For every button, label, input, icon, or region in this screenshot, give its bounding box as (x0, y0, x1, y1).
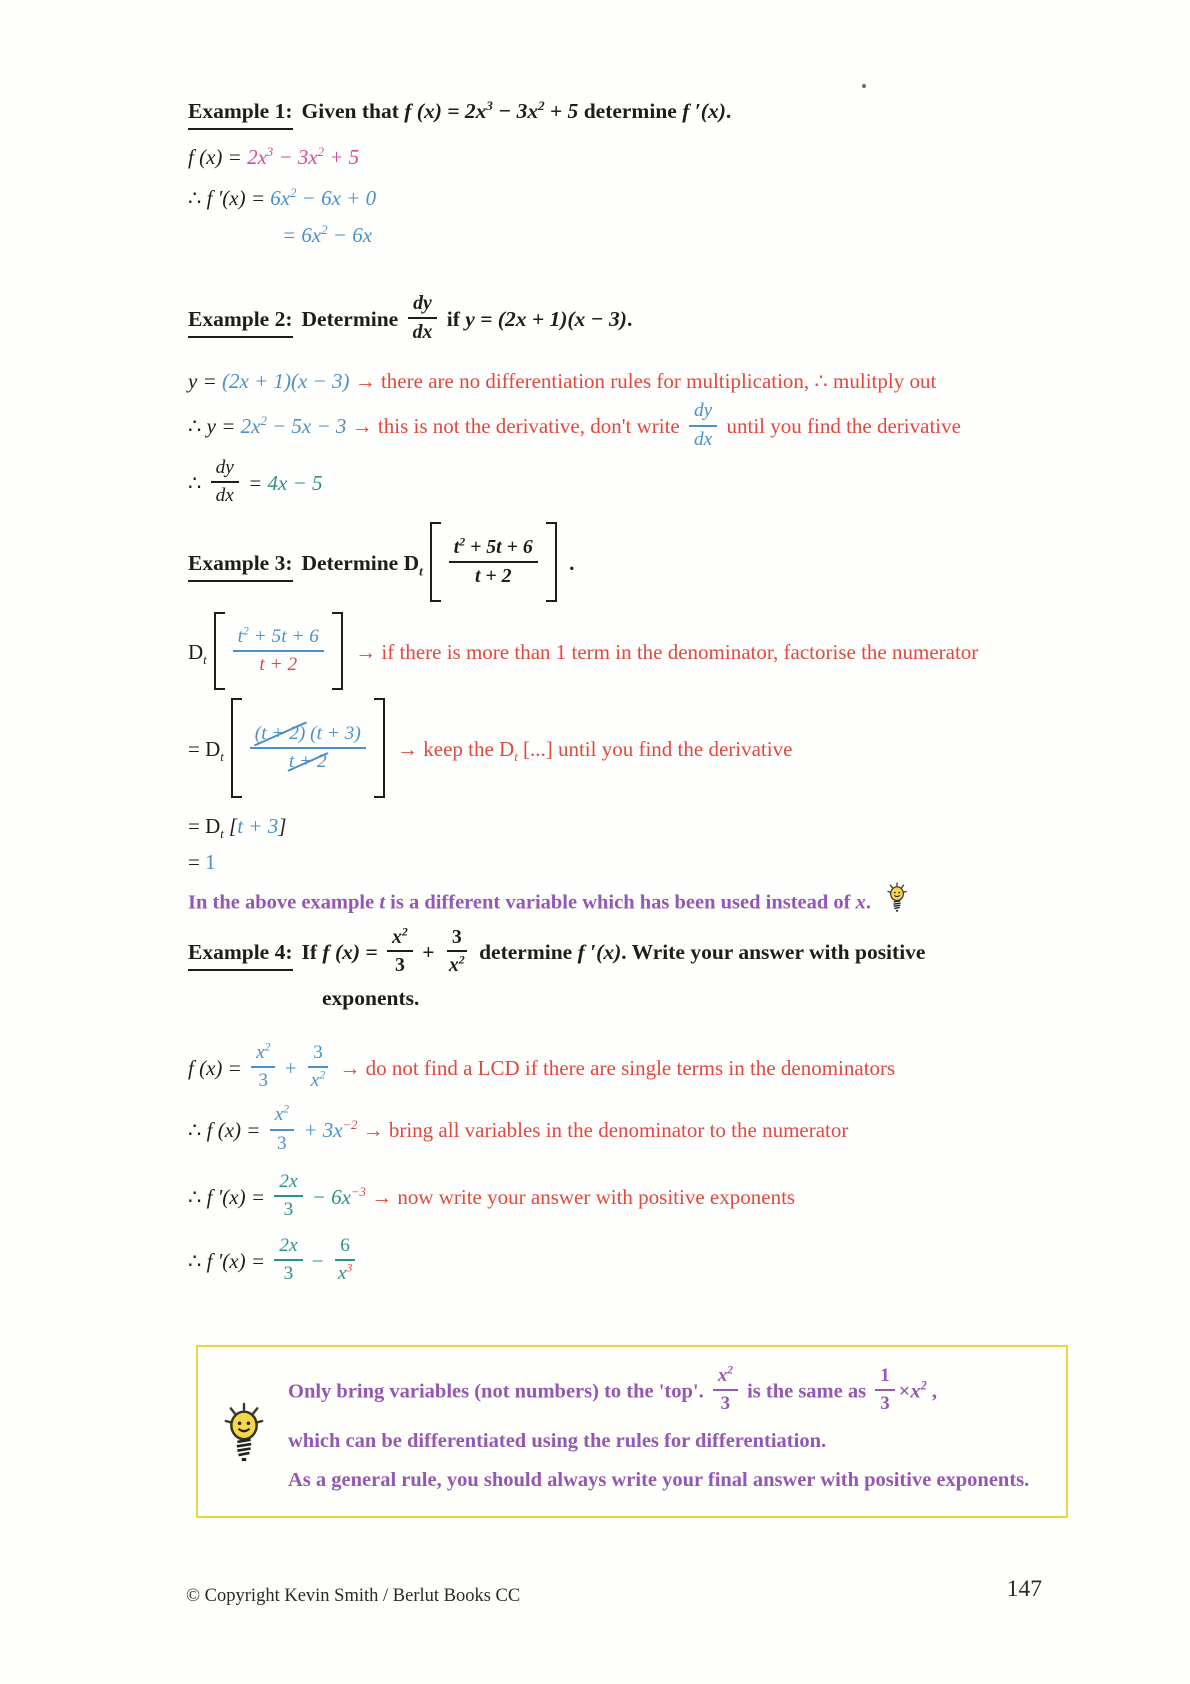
example3-step3: = $D_t$ [t + 3] (188, 813, 287, 842)
example2-step3: ∴ $\frac{dy}{dx}$ = 4x − 5 (188, 456, 323, 506)
example2-heading (188, 294, 1118, 347)
example4-step1: f (x) = $\frac{x^2}{3}$ + $\frac{3}{x^2}$ → do not find a LCD if there are single terms in the denominators (188, 1040, 896, 1092)
tip-text (288, 1364, 1038, 1496)
note-line (188, 884, 1118, 924)
page-content (188, 96, 1118, 1518)
example2-heading-math: Determine $\frac{dy}{dx}$ if y = (2x + 1)(x − 3). (301, 292, 633, 344)
example4-step4: ∴ f ′(x) = $\frac{2x}{3}$ − $\frac{6}{x^3}$ (188, 1237, 1118, 1289)
example4-heading (188, 923, 1118, 981)
example2-step1: y = (2x + 1)(x − 3) → there are no differentiation rules for multiplication, ∴ mulitply out (188, 368, 937, 393)
tip-line-2: which can be differentiated using the rules for differentiation. (288, 1430, 827, 1453)
example1-step3: = $6x^2 - 6x$ (282, 223, 373, 248)
note-text: In the above example t is a different variable which has been used instead of x. (188, 891, 871, 914)
example1-step2: ∴ f $'(x) = 6x^2 - 6x + 0$ (188, 185, 377, 210)
example3-heading (188, 525, 1118, 605)
example1-label: Example 1: (188, 96, 293, 130)
example3-step2: = $D_t$ $\frac{(t + 2) (t + 3)}{t + 2}$ → keep the $D_t$ [...] until you find the derivative (188, 701, 1118, 801)
example1-heading-math: Given that f $(x) = 2x^3 - 3x^2 + 5$ determine f ′(x). (301, 98, 732, 123)
example1-heading (188, 96, 1118, 130)
example4-heading-math: If f (x) = $\frac{x^2}{3}$ + $\frac{3}{x^2}$ determine f ′(x). Write your answer with positive (301, 923, 926, 977)
example2-label: Example 2: (188, 304, 293, 338)
copyright-text: © Copyright Kevin Smith / Berlut Books CC (186, 1586, 521, 1606)
example1-step1: f $(x) = 2x^3 - 3x^2 + 5$ (188, 145, 360, 170)
example3-label: Example 3: (188, 548, 293, 582)
example4-label: Example 4: (188, 937, 293, 971)
lightbulb-icon (208, 1402, 280, 1462)
page-number: 147 (1006, 1576, 1042, 1602)
tip-line-1: Only bring variables (not numbers) to the 'top'. $\frac{x^2}{3}$ is the same as $\frac{1}{3}$ $\times x^2$ , (288, 1364, 937, 1414)
example4-step2: ∴ f (x) = $\frac{x^2}{3}$ + $3x^{-2}$ → bring all variables in the denominator to the numerator (188, 1102, 849, 1154)
scan-speck (862, 84, 866, 88)
tip-box (196, 1345, 1068, 1518)
example4-step3: ∴ f ′(x) = $\frac{2x}{3}$ − $6x^{-3}$ → now write your answer with positive exponents (188, 1170, 796, 1220)
lightbulb-icon (881, 895, 908, 917)
example4-heading-cont: exponents. (322, 985, 420, 1010)
example3-step1: $D_t$ $\frac{t^2 + 5t + 6}{t + 2}$ → if there is more than 1 term in the denominator, factorise the numerator (188, 615, 1118, 693)
example3-step4: = 1 (188, 850, 216, 875)
example3-heading-math: Determine $D_t$ $\frac{t^2 + 5t + 6}{t + 2}$ . (302, 551, 575, 575)
tip-line-3: As a general rule, you should always write your final answer with positive exponents. (288, 1469, 1030, 1492)
example2-step2: ∴ $y = 2x^2 - 5x - 3$ → this is not the derivative, don't write $\frac{dy}{dx}$ until you find the derivative (188, 400, 961, 450)
